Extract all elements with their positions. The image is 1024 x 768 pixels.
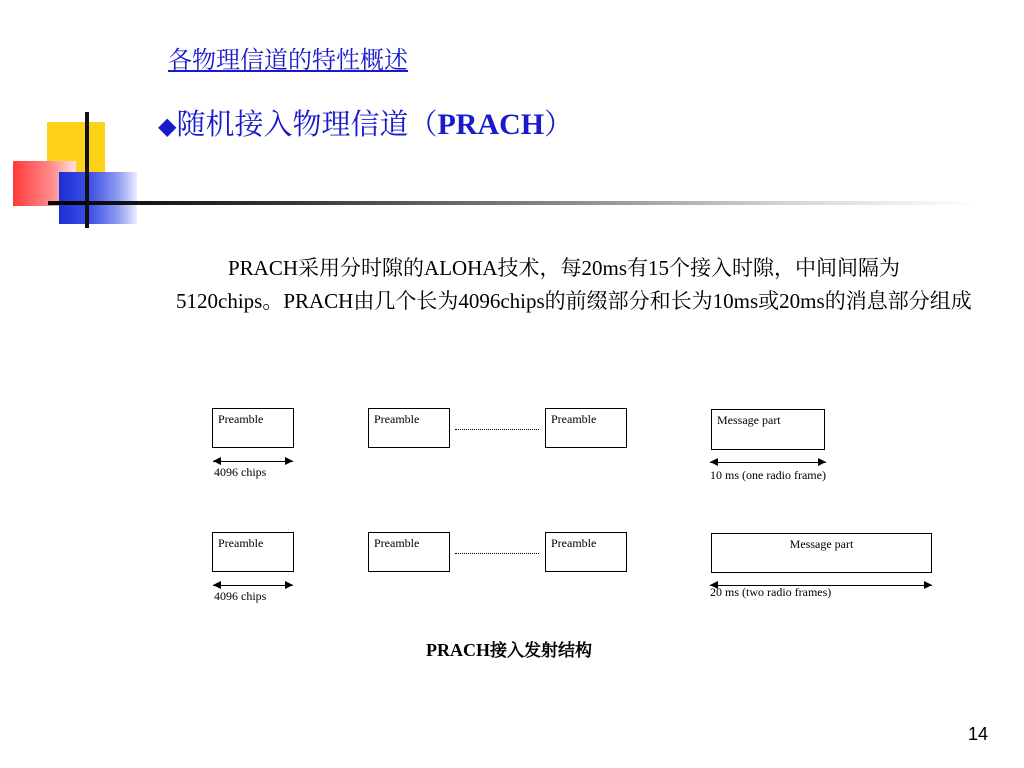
message-length-arrow	[710, 462, 826, 463]
title-underline-rule	[48, 201, 978, 205]
preamble-length-label: 4096 chips	[214, 589, 267, 603]
message-part-box: Message part	[711, 409, 825, 450]
preamble-length-arrow	[213, 585, 293, 586]
caption-text: 接入发射结构	[490, 641, 592, 661]
page-number: 14	[968, 724, 989, 744]
preamble-length-arrow	[213, 461, 293, 462]
ellipsis-dotted-line	[455, 553, 539, 554]
title-text: 随机接入物理信道（	[176, 107, 438, 141]
title-close-paren: ）	[544, 107, 574, 141]
diagram-caption	[426, 636, 592, 661]
diamond-bullet-icon: ◆	[158, 112, 177, 140]
preamble-length-label: 4096 chips	[214, 465, 267, 479]
message-length-label: 20 ms (two radio frames)	[710, 585, 832, 599]
message-length-label: 10 ms (one radio frame)	[710, 468, 826, 482]
slide-title	[158, 102, 573, 143]
preamble-box: Preamble	[545, 408, 627, 448]
preamble-box: Preamble	[212, 408, 294, 448]
preamble-box: Preamble	[368, 408, 450, 448]
preamble-box: Preamble	[545, 532, 627, 572]
caption-acronym: PRACH	[426, 640, 490, 660]
body-paragraph: PRACH采用分时隙的ALOHA技术，每20ms有15个接入时隙，中间间隔为5120chips。PRACH由几个长为4096chips的前缀部分和长为10ms或20ms的消息部分组成	[176, 256, 972, 313]
preamble-box: Preamble	[368, 532, 450, 572]
section-link[interactable]: 各物理信道的特性概述	[168, 46, 408, 74]
decor-vertical-line	[85, 112, 89, 228]
message-part-box: Message part	[711, 533, 932, 573]
ellipsis-dotted-line	[455, 429, 539, 430]
decor-blue-square	[59, 172, 137, 224]
preamble-box: Preamble	[212, 532, 294, 572]
title-acronym: PRACH	[437, 108, 545, 141]
